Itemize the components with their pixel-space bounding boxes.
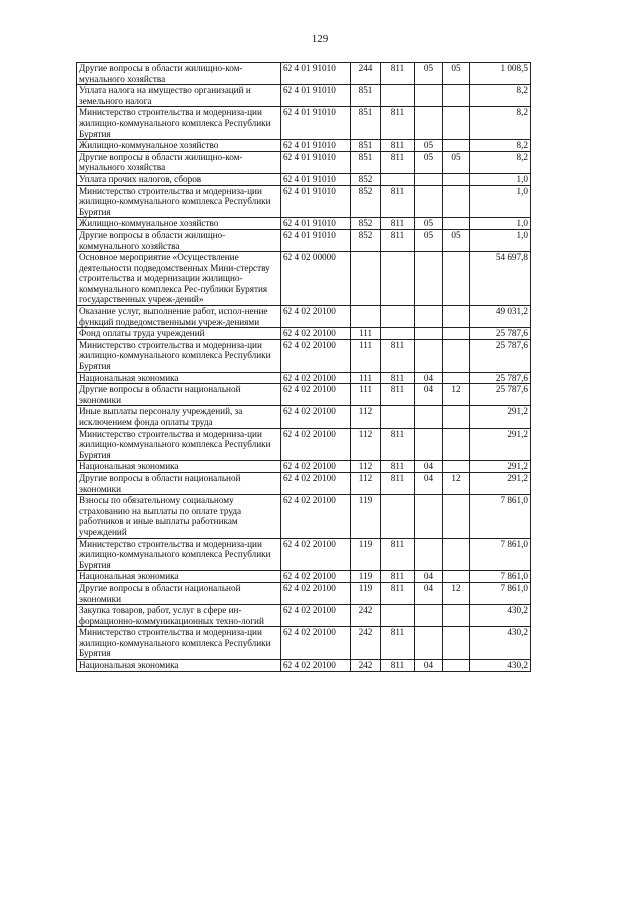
- row-subsection-cell: [443, 406, 470, 428]
- row-name-cell: Министерство строительства и модерниза-ции жилищно-коммунального комплекса Республики Бурятия: [77, 627, 281, 660]
- row-section-cell: [415, 406, 443, 428]
- row-budget-manager-cell: 811: [381, 627, 415, 660]
- table-row: [77, 173, 531, 185]
- row-section-cell: [415, 495, 443, 538]
- row-expense-type-cell: 852: [351, 229, 381, 251]
- table-row: [77, 229, 531, 251]
- row-amount-cell: 25 787,6: [470, 384, 531, 406]
- row-amount-cell: 49 031,2: [470, 306, 531, 328]
- table-row: [77, 571, 531, 583]
- row-section-cell: 05: [415, 151, 443, 173]
- row-target-article-cell: 62 4 01 91010: [281, 107, 351, 140]
- table-row: [77, 472, 531, 494]
- row-subsection-cell: [443, 85, 470, 107]
- row-section-cell: [415, 173, 443, 185]
- row-budget-manager-cell: 811: [381, 339, 415, 372]
- row-subsection-cell: [443, 328, 470, 340]
- row-subsection-cell: [443, 461, 470, 473]
- row-name-cell: Другие вопросы в области национальной экономики: [77, 384, 281, 406]
- table-row: [77, 185, 531, 218]
- row-subsection-cell: [443, 339, 470, 372]
- row-amount-cell: 8,2: [470, 107, 531, 140]
- row-budget-manager-cell: 811: [381, 218, 415, 230]
- row-expense-type-cell: 112: [351, 472, 381, 494]
- row-subsection-cell: [443, 218, 470, 230]
- row-subsection-cell: 12: [443, 582, 470, 604]
- row-name-cell: Жилищно-коммунальное хозяйство: [77, 218, 281, 230]
- table-row: [77, 495, 531, 538]
- row-target-article-cell: 62 4 02 20100: [281, 372, 351, 384]
- row-section-cell: 04: [415, 461, 443, 473]
- row-target-article-cell: 62 4 02 20100: [281, 495, 351, 538]
- budget-table: [76, 62, 531, 672]
- row-subsection-cell: [443, 107, 470, 140]
- row-section-cell: [415, 185, 443, 218]
- row-name-cell: Взносы по обязательному социальному страхованию на выплаты по оплате труда работников и иные выплаты работникам учреждений: [77, 495, 281, 538]
- row-section-cell: [415, 538, 443, 571]
- row-name-cell: Министерство строительства и модерниза-ции жилищно-коммунального комплекса Республики Бурятия: [77, 185, 281, 218]
- row-subsection-cell: [443, 571, 470, 583]
- table-row: [77, 428, 531, 461]
- row-amount-cell: 25 787,6: [470, 339, 531, 372]
- row-budget-manager-cell: 811: [381, 538, 415, 571]
- row-target-article-cell: 62 4 02 20100: [281, 627, 351, 660]
- row-name-cell: Другие вопросы в области национальной экономики: [77, 472, 281, 494]
- row-target-article-cell: 62 4 02 20100: [281, 428, 351, 461]
- row-name-cell: Жилищно-коммунальное хозяйство: [77, 140, 281, 152]
- row-target-article-cell: 62 4 01 91010: [281, 229, 351, 251]
- row-amount-cell: 1,0: [470, 185, 531, 218]
- row-name-cell: Иные выплаты персоналу учреждений, за исключением фонда оплаты труда: [77, 406, 281, 428]
- row-target-article-cell: 62 4 01 91010: [281, 218, 351, 230]
- row-section-cell: 05: [415, 140, 443, 152]
- row-name-cell: Другие вопросы в области жилищно-коммунального хозяйства: [77, 229, 281, 251]
- row-target-article-cell: 62 4 02 20100: [281, 538, 351, 571]
- table-row: [77, 218, 531, 230]
- row-name-cell: Основное мероприятие «Осуществление деятельности подведомственных Мини-стерству строительства и модернизации жилищно-коммунального комплекса Рес-публики Бурятия государственных учреж-дений»: [77, 252, 281, 306]
- row-target-article-cell: 62 4 02 20100: [281, 660, 351, 672]
- row-name-cell: Министерство строительства и модерниза-ции жилищно-коммунального комплекса Республики Бурятия: [77, 538, 281, 571]
- row-section-cell: 04: [415, 372, 443, 384]
- table-row: [77, 627, 531, 660]
- row-amount-cell: 430,2: [470, 605, 531, 627]
- row-section-cell: [415, 85, 443, 107]
- row-budget-manager-cell: 811: [381, 185, 415, 218]
- table-row: [77, 328, 531, 340]
- row-subsection-cell: [443, 173, 470, 185]
- row-expense-type-cell: 852: [351, 173, 381, 185]
- row-expense-type-cell: 242: [351, 627, 381, 660]
- row-amount-cell: 291,2: [470, 406, 531, 428]
- row-target-article-cell: 62 4 02 00000: [281, 252, 351, 306]
- row-expense-type-cell: 852: [351, 185, 381, 218]
- row-expense-type-cell: 851: [351, 107, 381, 140]
- table-row: [77, 372, 531, 384]
- row-budget-manager-cell: 811: [381, 372, 415, 384]
- row-subsection-cell: [443, 538, 470, 571]
- row-target-article-cell: 62 4 01 91010: [281, 85, 351, 107]
- row-expense-type-cell: 851: [351, 140, 381, 152]
- row-subsection-cell: [443, 372, 470, 384]
- table-row: [77, 252, 531, 306]
- table-row: [77, 85, 531, 107]
- row-budget-manager-cell: 811: [381, 582, 415, 604]
- row-expense-type-cell: 119: [351, 495, 381, 538]
- row-section-cell: [415, 605, 443, 627]
- row-budget-manager-cell: [381, 306, 415, 328]
- row-subsection-cell: 05: [443, 63, 470, 85]
- row-expense-type-cell: 242: [351, 660, 381, 672]
- row-section-cell: 04: [415, 571, 443, 583]
- row-amount-cell: 8,2: [470, 140, 531, 152]
- row-amount-cell: 291,2: [470, 472, 531, 494]
- table-row: [77, 140, 531, 152]
- row-amount-cell: 25 787,6: [470, 328, 531, 340]
- table-row: [77, 151, 531, 173]
- row-amount-cell: 7 861,0: [470, 538, 531, 571]
- row-section-cell: [415, 627, 443, 660]
- row-target-article-cell: 62 4 02 20100: [281, 461, 351, 473]
- row-expense-type-cell: 119: [351, 538, 381, 571]
- table-row: [77, 605, 531, 627]
- row-name-cell: Уплата налога на имущество организаций и земельного налога: [77, 85, 281, 107]
- row-section-cell: 05: [415, 218, 443, 230]
- row-name-cell: Национальная экономика: [77, 660, 281, 672]
- row-target-article-cell: 62 4 02 20100: [281, 582, 351, 604]
- row-subsection-cell: 05: [443, 229, 470, 251]
- row-expense-type-cell: 111: [351, 328, 381, 340]
- row-budget-manager-cell: 811: [381, 140, 415, 152]
- row-name-cell: Министерство строительства и модерниза-ции жилищно-коммунального комплекса Республики Бурятия: [77, 428, 281, 461]
- row-subsection-cell: 12: [443, 384, 470, 406]
- row-expense-type-cell: 242: [351, 605, 381, 627]
- table-row: [77, 582, 531, 604]
- row-amount-cell: 54 697,8: [470, 252, 531, 306]
- row-section-cell: [415, 339, 443, 372]
- row-section-cell: 04: [415, 660, 443, 672]
- row-target-article-cell: 62 4 01 91010: [281, 151, 351, 173]
- row-target-article-cell: 62 4 02 20100: [281, 384, 351, 406]
- row-amount-cell: 8,2: [470, 151, 531, 173]
- row-expense-type-cell: 112: [351, 406, 381, 428]
- row-subsection-cell: [443, 660, 470, 672]
- row-section-cell: 05: [415, 229, 443, 251]
- row-name-cell: Министерство строительства и модерниза-ции жилищно-коммунального комплекса Республики Бурятия: [77, 339, 281, 372]
- row-expense-type-cell: [351, 252, 381, 306]
- row-target-article-cell: 62 4 02 20100: [281, 339, 351, 372]
- row-target-article-cell: 62 4 02 20100: [281, 605, 351, 627]
- table-row: [77, 461, 531, 473]
- row-budget-manager-cell: 811: [381, 660, 415, 672]
- row-subsection-cell: [443, 605, 470, 627]
- row-subsection-cell: [443, 428, 470, 461]
- row-expense-type-cell: 851: [351, 85, 381, 107]
- row-target-article-cell: 62 4 02 20100: [281, 306, 351, 328]
- row-section-cell: [415, 306, 443, 328]
- row-amount-cell: 291,2: [470, 461, 531, 473]
- row-amount-cell: 291,2: [470, 428, 531, 461]
- row-budget-manager-cell: [381, 495, 415, 538]
- row-budget-manager-cell: 811: [381, 472, 415, 494]
- row-section-cell: 05: [415, 63, 443, 85]
- row-name-cell: Другие вопросы в области национальной экономики: [77, 582, 281, 604]
- table-row: [77, 107, 531, 140]
- row-budget-manager-cell: [381, 605, 415, 627]
- row-name-cell: Закупка товаров, работ, услуг в сфере ин-формационно-коммуникационных техно-логий: [77, 605, 281, 627]
- row-name-cell: Другие вопросы в области жилищно-ком-мунального хозяйства: [77, 63, 281, 85]
- row-expense-type-cell: 852: [351, 218, 381, 230]
- row-expense-type-cell: 111: [351, 372, 381, 384]
- row-expense-type-cell: 111: [351, 339, 381, 372]
- table-row: [77, 538, 531, 571]
- row-amount-cell: 8,2: [470, 85, 531, 107]
- row-budget-manager-cell: 811: [381, 571, 415, 583]
- row-amount-cell: 430,2: [470, 627, 531, 660]
- row-expense-type-cell: 112: [351, 461, 381, 473]
- row-subsection-cell: [443, 140, 470, 152]
- row-section-cell: [415, 107, 443, 140]
- row-budget-manager-cell: 811: [381, 384, 415, 406]
- row-budget-manager-cell: [381, 85, 415, 107]
- row-name-cell: Национальная экономика: [77, 571, 281, 583]
- row-subsection-cell: [443, 306, 470, 328]
- table-row: [77, 406, 531, 428]
- row-subsection-cell: 05: [443, 151, 470, 173]
- table-row: [77, 339, 531, 372]
- row-amount-cell: 7 861,0: [470, 582, 531, 604]
- row-amount-cell: 7 861,0: [470, 495, 531, 538]
- row-target-article-cell: 62 4 02 20100: [281, 406, 351, 428]
- row-section-cell: 04: [415, 472, 443, 494]
- row-amount-cell: 1 008,5: [470, 63, 531, 85]
- row-section-cell: 04: [415, 384, 443, 406]
- row-section-cell: [415, 428, 443, 461]
- table-row: [77, 63, 531, 85]
- row-budget-manager-cell: [381, 328, 415, 340]
- row-budget-manager-cell: [381, 252, 415, 306]
- row-expense-type-cell: 112: [351, 428, 381, 461]
- row-subsection-cell: [443, 185, 470, 218]
- row-budget-manager-cell: [381, 406, 415, 428]
- row-budget-manager-cell: 811: [381, 107, 415, 140]
- row-section-cell: [415, 328, 443, 340]
- row-section-cell: 04: [415, 582, 443, 604]
- row-amount-cell: 1,0: [470, 229, 531, 251]
- row-target-article-cell: 62 4 02 20100: [281, 472, 351, 494]
- row-expense-type-cell: 119: [351, 571, 381, 583]
- row-target-article-cell: 62 4 01 91010: [281, 63, 351, 85]
- row-expense-type-cell: [351, 306, 381, 328]
- row-expense-type-cell: 851: [351, 151, 381, 173]
- row-section-cell: [415, 252, 443, 306]
- row-amount-cell: 430,2: [470, 660, 531, 672]
- row-amount-cell: 7 861,0: [470, 571, 531, 583]
- row-target-article-cell: 62 4 01 91010: [281, 185, 351, 218]
- table-row: [77, 384, 531, 406]
- row-name-cell: Уплата прочих налогов, сборов: [77, 173, 281, 185]
- row-subsection-cell: [443, 495, 470, 538]
- row-budget-manager-cell: 811: [381, 229, 415, 251]
- row-name-cell: Другие вопросы в области жилищно-ком-мунального хозяйства: [77, 151, 281, 173]
- row-name-cell: Национальная экономика: [77, 372, 281, 384]
- budget-table-body: [77, 63, 531, 672]
- row-budget-manager-cell: [381, 173, 415, 185]
- row-expense-type-cell: 111: [351, 384, 381, 406]
- row-target-article-cell: 62 4 01 91010: [281, 173, 351, 185]
- row-name-cell: Оказание услуг, выполнение работ, испол-нение функций подведомственными учреж-дениями: [77, 306, 281, 328]
- row-budget-manager-cell: 811: [381, 428, 415, 461]
- row-expense-type-cell: 244: [351, 63, 381, 85]
- row-amount-cell: 1,0: [470, 218, 531, 230]
- row-amount-cell: 25 787,6: [470, 372, 531, 384]
- row-target-article-cell: 62 4 01 91010: [281, 140, 351, 152]
- row-target-article-cell: 62 4 02 20100: [281, 571, 351, 583]
- row-budget-manager-cell: 811: [381, 151, 415, 173]
- row-budget-manager-cell: 811: [381, 461, 415, 473]
- row-subsection-cell: 12: [443, 472, 470, 494]
- row-amount-cell: 1,0: [470, 173, 531, 185]
- row-subsection-cell: [443, 252, 470, 306]
- row-name-cell: Министерство строительства и модерниза-ции жилищно-коммунального комплекса Республики Бурятия: [77, 107, 281, 140]
- row-name-cell: Фонд оплаты труда учреждений: [77, 328, 281, 340]
- row-expense-type-cell: 119: [351, 582, 381, 604]
- table-row: [77, 660, 531, 672]
- row-subsection-cell: [443, 627, 470, 660]
- page-number: 129: [311, 33, 329, 45]
- table-row: [77, 306, 531, 328]
- row-name-cell: Национальная экономика: [77, 461, 281, 473]
- row-budget-manager-cell: 811: [381, 63, 415, 85]
- row-target-article-cell: 62 4 02 20100: [281, 328, 351, 340]
